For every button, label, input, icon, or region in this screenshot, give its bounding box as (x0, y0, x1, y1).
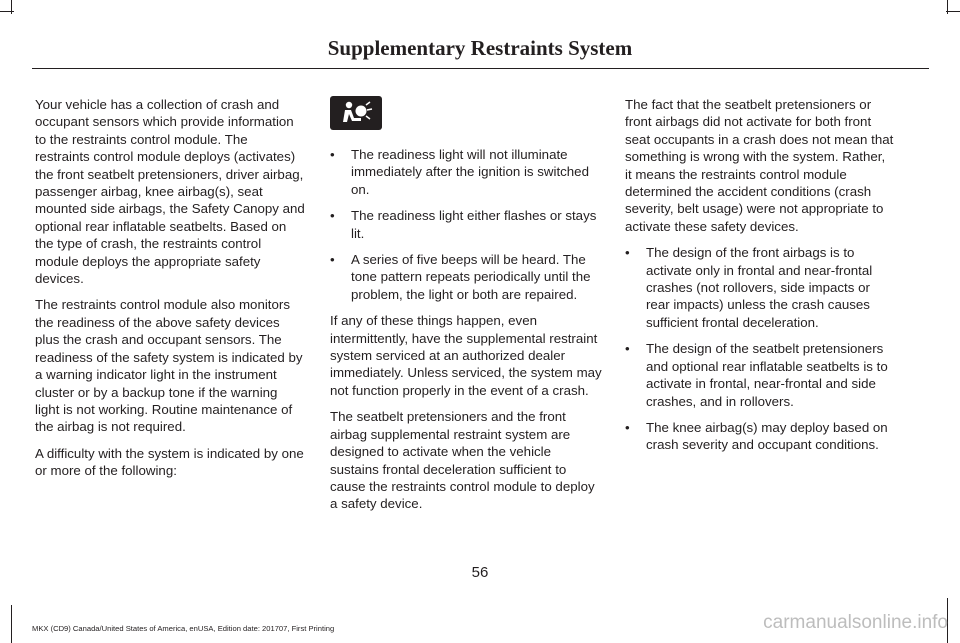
list-item (625, 244, 895, 331)
bullet: • (330, 147, 335, 162)
list-item-text: A series of five beeps will be heard. The tone pattern repeats periodically until the problem, the light or both are repaired. (351, 252, 591, 302)
list-item-text: The design of the seatbelt pretensioners and optional rear inflatable seatbelts is to activate in frontal, near-frontal and side crashes, and in rollovers. (646, 341, 888, 409)
list-item (625, 340, 895, 410)
crop-mark (946, 11, 960, 12)
column-3 (625, 96, 895, 463)
watermark[interactable]: carmanualsonline.info (763, 612, 948, 633)
paragraph: A difficulty with the system is indicated by one or more of the following: (35, 445, 304, 479)
list-item-text: The readiness light either flashes or stays lit. (351, 208, 597, 241)
paragraph: Your vehicle has a collection of crash and occupant sensors which provide information to the restraints control module. The restraints control module deploys (activates) the front seatbelt pretensioners, driver airbag, passenger airbag, knee airbag(s), seat mounted side airbags, the Safety Canopy and optional rear inflatable seatbelts. Based on the type of crash, the restraints control module deploys the appropriate safety devices. (35, 97, 305, 287)
list-item (330, 207, 602, 242)
paragraph: The fact that the seatbelt pretensioners or front airbags did not activate for both front seat occupants in a crash does not mean that something is wrong with the system. Rather, it means the restraints control module determined the accident conditions (crash severity, belt usage) were not appropriate to activate these safety devices. (625, 97, 894, 234)
list-item-text: The design of the front airbags is to activate only in frontal and near-frontal crashes (not rollovers, side impacts or rear impacts) unless the crash causes sufficient frontal deceleration. (646, 245, 873, 330)
paragraph: If any of these things happen, even intermittently, have the supplemental restraint system serviced at an authorized dealer immediately. Unless serviced, the system may not function properly in the event of a crash. (330, 313, 602, 398)
paragraph: The seatbelt pretensioners and the front airbag supplemental restraint system are designed to activate when the vehicle sustains frontal deceleration sufficient to cause the restraints control module to deploy a safety device. (330, 409, 595, 512)
footer-edition-info: MKX (CD9) Canada/United States of America, enUSA, Edition date: 201707, First Printing (32, 624, 335, 633)
paragraph: The restraints control module also monitors the readiness of the above safety devices plus the crash and occupant sensors. The readiness of the safety system is indicated by a warning indicator light in the instrument cluster or by a backup tone if the warning light is not working. Routine maintenance of the airbag is not required. (35, 297, 303, 435)
bullet: • (330, 208, 335, 224)
airbag-warning-icon (330, 96, 382, 130)
column-1 (35, 96, 305, 489)
bullet: • (625, 245, 630, 261)
header-divider (32, 68, 929, 69)
crop-mark (11, 605, 12, 643)
column-2 (330, 96, 602, 522)
bullet: • (625, 341, 630, 357)
page-title: Supplementary Restraints System (327, 36, 633, 60)
list-item (625, 419, 895, 454)
page-number: 56 (471, 564, 489, 581)
list-item-text: The readiness light will not illuminate immediately after the ignition is switched on. (351, 147, 589, 197)
bullet: • (330, 252, 335, 268)
symptom-list (330, 146, 602, 303)
bullet: • (625, 419, 630, 435)
list-item (330, 251, 602, 303)
list-item-text: The knee airbag(s) may deploy based on crash severity and occupant conditions. (646, 419, 888, 453)
list-item (330, 146, 602, 198)
design-list (625, 244, 895, 453)
crop-mark (0, 11, 14, 12)
